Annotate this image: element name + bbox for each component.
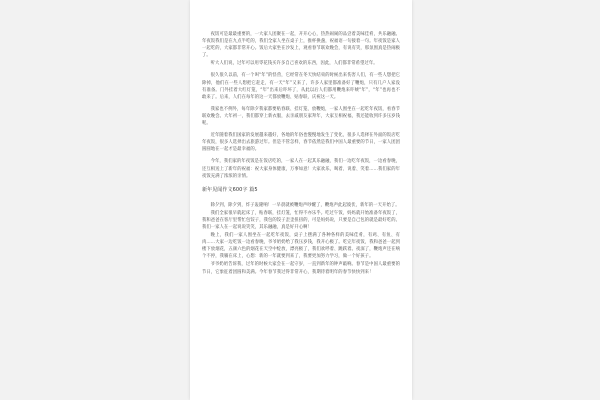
paragraph: 听大人们说，过年可以用零花钱买许多自己喜欢的东西，因此，人们都非常希望过年。 <box>210 61 378 67</box>
paragraph: 我们全家很早就起床了，贴春联，挂灯笼，忙得不亦乐乎。吃过午饭，妈妈就开始准备年夜饭了，我和爸爸在客厅里帮忙包饺子，我包的饺子歪歪扭扭的，可是妈妈说，只要是自己包的就是最好吃的。我们一家人在一起说说笑笑，其乐融融，真是好开心啊！ <box>202 210 400 230</box>
paragraph: 除夕到，除夕到，炸子轰隆响！一早晨就被鞭炮声吵醒了，鞭炮声此起彼伏，新年的一天开始了。 <box>210 202 400 208</box>
document-page <box>190 0 412 400</box>
paragraph: 晚上，我们一家人围坐在一起吃年夜饭，桌子上摆满了各种各样的美味佳肴，有鸡、有鱼、有肉……大家一边吃饭一边看春晚，爷爷奶奶给了我压岁钱，我开心极了。吃完年夜饭，我和爸爸一起到楼下放烟花，五颜六色的烟花在天空中绽放，漂亮极了，我们欢呼着、跳跃着。夜深了，鞭炮声还在响个不停，我躺在床上，心想：新的一年就要到来了，我要更加努力学习，做一个好孩子。 <box>202 233 400 260</box>
paragraph: 我家也不例外，每年除夕我家都要贴春联、挂灯笼、放鞭炮，一家人围坐在一起吃年夜饭，看春节联欢晚会。大年初一，我们都穿上新衣服，去亲戚朋友家拜年，大家互相祝福，我还能收到许多压岁钱呢。 <box>202 106 400 127</box>
paragraph: 很久很久以前，有一个叫“年”的怪兽，它经常在冬天快结束的时候出来伤害人们，有一些人想把它除掉，他们在一些人想把它赶走，有一天“年”又来了，许多人家里都准备好了鞭炮，只有几户人家没有准备。门外挂着大红灯笼，“年”出来后吓坏了，从此以后人们都用鞭炮来吓唬“年”，“年”也再也不敢来了。后来，人们在每年的这一天都放鞭炮、贴春联，庆祝这一天。 <box>202 73 400 100</box>
paragraph: 近年随着我们国家的发展越来越好，各地的年俗也慢慢地发生了变化，很多人选择在外面的饭店吃年夜饭，很多人选择出去旅游过年。但是不管怎样，春节依然是我们中国人最重要的节日，一家人团团圆圆地在一起才是最幸福的。 <box>202 133 400 153</box>
paragraph: 今年，我们家的年夜饭是在饭店吃的，一家人在一起其乐融融，我们一边吃年夜饭，一边看春晚，还互相送上了新年的祝福：祝大家身体健康，万事如意！大家欢乐，喝着、说着、笑着……我们家的年夜饭充满了浓浓的亲情。 <box>202 159 400 179</box>
paragraph: 夜饭可是最最重要的，一大家人团聚在一起，开开心心，热热闹闹的品尝着美味佳肴，共乐融融。年夜饭我们是在九点半吃的，我们全家人坐在桌子上，推杯换盏，祝福语一句接着一句。年夜饭是家人一起吃的，大家都非常开心。饭后大家坐在沙发上，观看春节联欢晚会，有说有笑，那氛围真是热闹极了。 <box>202 32 400 59</box>
essay-title: 新年见闻作文600字 篇5 <box>202 186 258 193</box>
paragraph: 爷爷奶奶告诉我，过年的时候大家会在一起守岁，一直到新年的钟声敲响。春节是中国人最重要的节日，它象征着团圆和美满。今年春节我过得非常开心，我期待着明年的春节快快到来！ <box>202 262 400 275</box>
document-content <box>202 31 400 277</box>
